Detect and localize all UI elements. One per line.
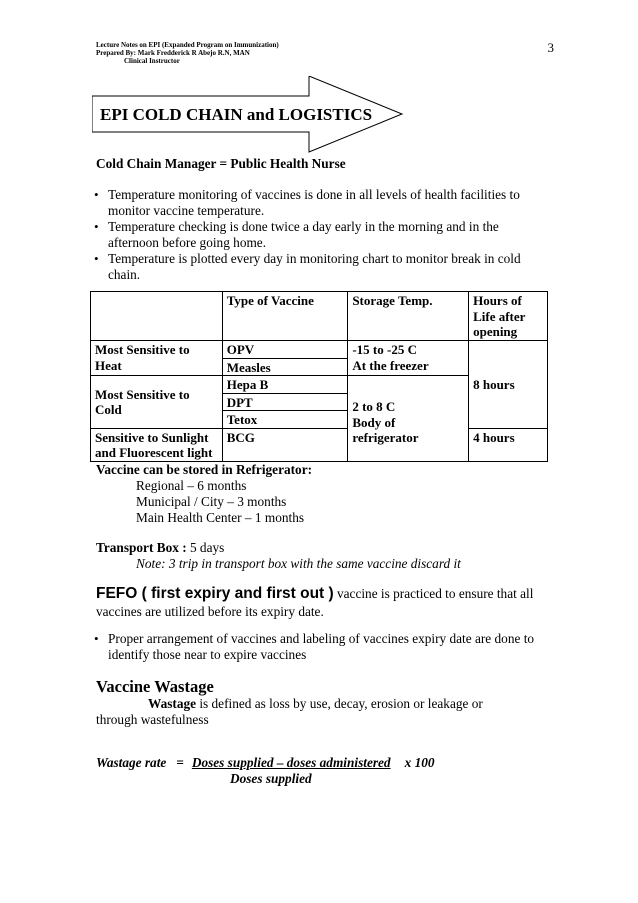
header-line-2: Prepared By: Mark Fredderick R Abejo R.N, MAN [96, 49, 250, 57]
bullet-item: • Temperature monitoring of vaccines is done in all levels of health facilities to monitor vaccine temperature. [96, 187, 536, 219]
storage-heading: Vaccine can be stored in Refrigerator: [96, 462, 313, 477]
bullet-item: • Proper arrangement of vaccines and labeling of vaccines expiry date are done to identify those near to expire vaccines [96, 631, 536, 663]
temp-freezer-cell [348, 341, 469, 376]
transport-section [96, 540, 461, 572]
bullet-item: • Temperature is plotted every day in monitoring chart to monitor break in cold chain. [96, 251, 536, 283]
temp-fridge-cell [348, 376, 469, 462]
vaccine-cell: BCG [222, 428, 348, 461]
wastage-term: Wastage [148, 696, 197, 711]
table-header-cell: Type of Vaccine [222, 292, 348, 341]
fefo-description: vaccine is practiced to ensure that all vaccines are utilized before its expiry date. [96, 586, 534, 619]
table-header-row [91, 292, 548, 341]
cold-chain-manager-line: Cold Chain Manager = Public Health Nurse [96, 156, 346, 171]
temperature-bullets [96, 187, 536, 283]
transport-line [96, 540, 461, 556]
vaccine-cell: Tetox [222, 411, 348, 429]
transport-note: Note: 3 trip in transport box with the same vaccine discard it [136, 556, 461, 571]
page-title: EPI COLD CHAIN and LOGISTICS [100, 105, 373, 124]
wastage-formula [96, 755, 435, 771]
table-row [91, 341, 548, 359]
fefo-paragraph [96, 585, 546, 621]
wastage-definition [96, 696, 526, 728]
storage-item: Municipal / City – 3 months [136, 494, 287, 509]
hours-8-cell: 8 hours [469, 341, 548, 429]
hours-4-cell: 4 hours [469, 428, 548, 461]
temp-fridge-line: refrigerator [352, 430, 419, 445]
transport-label: Transport Box [96, 540, 179, 555]
temp-fridge-line: Body of [352, 414, 396, 430]
table-header-cell: Storage Temp. [348, 292, 469, 341]
document-header [96, 41, 279, 65]
storage-section [96, 462, 312, 526]
transport-value: 5 days [189, 540, 225, 555]
storage-item: Regional – 6 months [136, 478, 247, 493]
header-line-3: Clinical Instructor [124, 57, 180, 65]
temp-freezer-line: At the freezer [352, 357, 429, 373]
vaccine-cell: OPV [222, 341, 348, 359]
table-header-cell: Hours of Life after opening [469, 292, 548, 341]
vaccine-cell: Measles [222, 358, 348, 376]
header-line-1: Lecture Notes on EPI (Expanded Program on Immunization) [96, 41, 279, 49]
fefo-term: FEFO ( first expiry and first out ) [96, 585, 334, 602]
formula-denominator: Doses supplied [230, 771, 312, 786]
temp-freezer-line: -15 to -25 C [352, 342, 417, 357]
transport-colon: : [178, 540, 190, 555]
fefo-bullets [96, 631, 536, 663]
vaccine-cell: Hepa B [222, 376, 348, 394]
storage-item: Main Health Center – 1 months [136, 510, 305, 525]
table-header-cell [91, 292, 223, 341]
wastage-heading: Vaccine Wastage [96, 677, 214, 696]
vaccine-cell: DPT [222, 393, 348, 411]
formula-multiplier: x 100 [404, 755, 435, 770]
formula-label: Wastage rate = [96, 755, 184, 770]
page-number: 3 [547, 40, 554, 55]
category-sunlight: Sensitive to Sunlight and Fluorescent light [91, 428, 223, 461]
table-row [91, 428, 548, 461]
category-cold: Most Sensitive to Cold [91, 376, 223, 429]
temp-fridge-line: 2 to 8 C [352, 399, 396, 414]
bullet-item: • Temperature checking is done twice a day early in the morning and in the afternoon before going home. [96, 219, 536, 251]
wastage-definition-text: is defined as loss by use, decay, erosion or leakage or through wastefulness [96, 696, 483, 727]
formula-numerator: Doses supplied – doses administered [191, 755, 391, 770]
vaccine-storage-table [90, 291, 548, 462]
category-heat: Most Sensitive to Heat [91, 341, 223, 376]
